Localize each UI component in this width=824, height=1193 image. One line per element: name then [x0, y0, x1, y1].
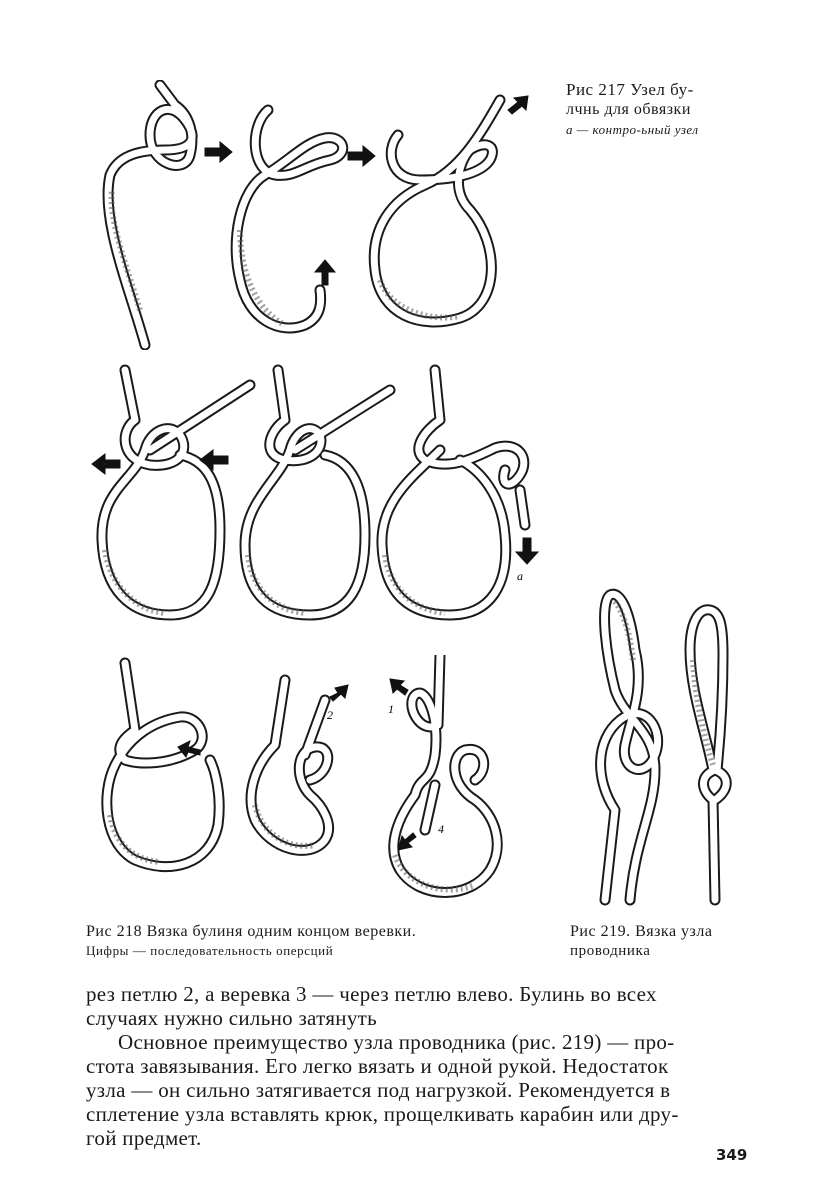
fig217-loop2-rope [245, 370, 390, 615]
fig218-arrow4-icon [398, 833, 416, 850]
fig218-step4-label: 4 [438, 822, 444, 836]
fig217-step2-rope [236, 110, 343, 328]
fig218-step3-rope [394, 655, 497, 893]
fig219-illustration [575, 580, 755, 910]
body-line1: рез петлю 2, а веревка 3 — через петлю влево. Булинь во всех [86, 982, 657, 1006]
fig219-knot-open-rope [601, 594, 658, 900]
fig219-caption-line1: Рис 219. Вязка узла [570, 923, 713, 940]
fig217-loop3-rope [382, 370, 525, 615]
fig217-marker-a: а [517, 569, 523, 583]
fig218-step2-label: 2 [327, 708, 333, 722]
fig218-step2-rope [251, 680, 328, 850]
fig218-caption-line2: Цифры — последовательность оперсций [86, 943, 334, 958]
fig217-arrow2-icon [348, 146, 375, 166]
fig218-caption [86, 922, 556, 960]
body-para2-line5: гой предмет. [86, 1126, 202, 1150]
fig217-arrow5-icon [92, 454, 120, 474]
fig217-arrow4-icon [508, 96, 528, 114]
fig217-step3-rope [374, 100, 500, 322]
fig217-illustration [90, 80, 550, 350]
body-para2-line4: сплетение узла вставлять крюк, прощелкивать карабин или дру- [86, 1102, 679, 1126]
fig218-arrow3-icon [390, 679, 408, 695]
fig218-illustration [90, 655, 520, 910]
fig218-arrow2-icon [330, 685, 348, 701]
fig219-caption [570, 922, 770, 960]
body-line2: случаях нужно сильно затянуть [86, 1006, 377, 1030]
fig219-knot-tight-rope [690, 610, 726, 900]
fig218-step1-rope [107, 663, 219, 867]
body-para2-line3: узла — он сильно затягивается под нагрузкой. Рекомендуется в [86, 1078, 671, 1102]
fig217-arrow3-icon [315, 260, 335, 285]
body-para2-line2: стота завязывания. Его легко вязать и одной рукой. Недостаток [86, 1054, 669, 1078]
fig217-loop1-rope [102, 370, 250, 615]
fig217-arrow1-icon [205, 142, 232, 162]
fig219-caption-line2: проводника [570, 943, 651, 959]
fig217-caption-line3: а — контро-ьный узел [566, 122, 699, 137]
fig217-caption-line1: Рис 217 Узел бу- [566, 80, 694, 99]
fig217-row2-illustration [80, 360, 560, 630]
body-text [86, 982, 750, 1150]
fig217-caption-line2: лчнь для обвязки [566, 101, 691, 118]
body-para2-line1: Основное преимущество узла проводника (рис. 219) — про- [118, 1030, 675, 1054]
fig217-step1-rope [108, 85, 192, 345]
fig218-step1-label: 1 [388, 702, 394, 716]
fig217-caption [566, 80, 756, 140]
fig218-caption-line1: Рис 218 Вязка булиня одним концом веревки. [86, 923, 417, 940]
fig217-arrow7-icon [516, 538, 538, 564]
page-number: 349 [716, 1146, 748, 1164]
